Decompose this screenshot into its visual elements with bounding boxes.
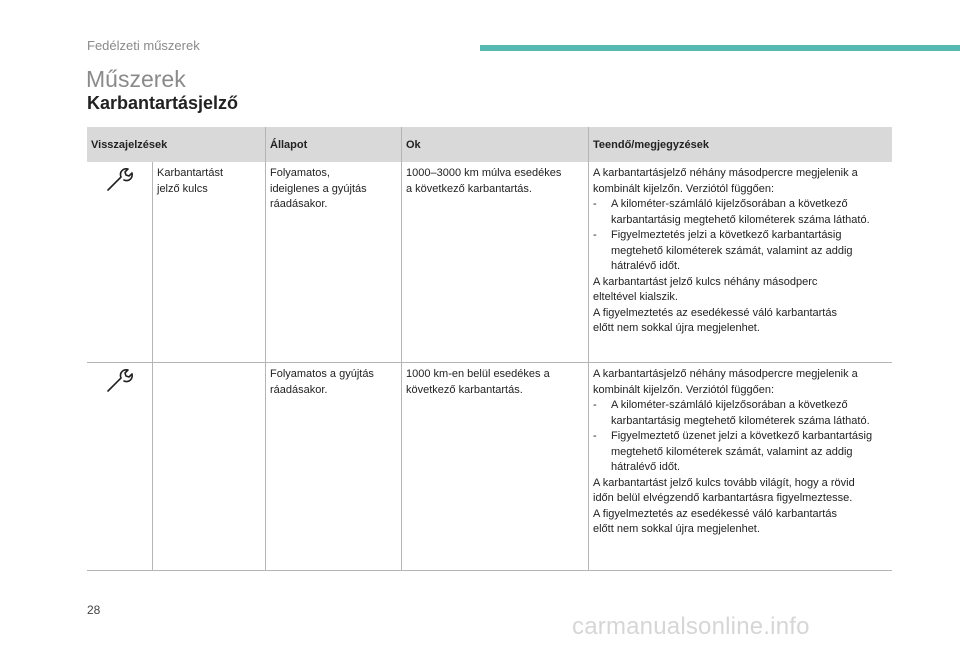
state-text-line: ráadásakor. [270,198,328,210]
note-line: elteltével kialszik. [593,291,678,303]
bullet-dash: - [593,229,597,241]
actions-notes [589,363,893,571]
column-header-indicators: Visszajelzések [87,127,266,162]
bullet-text: Figyelmeztetés jelzi a következő karbantartásig megtehető kilométerek számát, valamint az addig hátralévő időt. [611,229,853,272]
bullet-text: A kilométer-számláló kijelzősorában a következő karbantartásig megtehető kilométerek száma látható. [611,399,870,427]
reason-text-line: a következő karbantartás. [406,182,532,195]
bullet-text: A kilométer-számláló kijelzősorában a következő karbantartásig megtehető kilométerek száma látható. [611,198,870,226]
note-line: kombinált kijelzőn. Verziótól függően: [593,182,774,195]
note-line: kombinált kijelzőn. Verziótól függően: [593,383,774,396]
state-text-line: Folyamatos, [270,167,330,179]
indicator-label [153,363,266,571]
state-text-line: ideiglenes a gyújtás [270,182,367,195]
bullet-text: Figyelmeztető üzenet jelzi a következő karbantartásig megtehető kilométerek számát, valamint az addig hátralévő időt. [611,430,873,473]
reason-text [402,162,589,363]
table-header-row [87,127,892,162]
reason-text-line: következő karbantartás. [406,383,523,396]
reason-text-line: 1000 km-en belül esedékes a [406,368,550,380]
note-line: A figyelmeztetés az esedékessé váló karbantartás [593,507,837,520]
state-text [266,363,402,571]
watermark: carmanualsonline.info [572,613,810,640]
bullet-dash: - [593,198,597,210]
note-bullet-item [593,197,888,228]
header-accent-bar [480,45,960,51]
note-line: A figyelmeztetés az esedékessé váló karbantartás [593,306,837,319]
note-line: előtt nem sokkal újra megjelenhet. [593,322,760,334]
note-bullet-item [593,228,888,275]
indicator-label-line: Karbantartást [157,167,224,179]
state-text [266,162,402,363]
indicator-label [153,162,266,363]
note-line: időn belül elvégzendő karbantartásra figyelmeztesse. [593,492,853,504]
column-header-state: Állapot [266,127,402,162]
warning-lights-table [87,127,892,571]
note-bullet-item [593,398,888,429]
page-subtitle: Karbantartásjelző [87,93,239,113]
page-title: Műszerek [86,66,186,92]
indicator-icon-cell [87,162,153,363]
wrench-icon [105,388,135,400]
section-header: Fedélzeti műszerek [87,38,200,53]
table-row [87,162,892,363]
wrench-icon [105,187,135,199]
note-line: A karbantartást jelző kulcs néhány másodperc [593,275,818,288]
indicator-label-line: jelző kulcs [157,182,208,195]
reason-text-line: 1000–3000 km múlva esedékes [406,167,562,179]
column-header-actions: Teendő/megjegyzések [589,127,893,162]
state-text-line: ráadásakor. [270,383,328,396]
bullet-dash: - [593,399,597,411]
indicator-icon-cell [87,363,153,571]
reason-text [402,363,589,571]
page-number: 28 [87,603,101,617]
bullet-dash: - [593,430,597,442]
table-row [87,363,892,571]
note-line: A karbantartásjelző néhány másodpercre megjelenik a [593,167,858,179]
state-text-line: Folyamatos a gyújtás [270,368,374,380]
note-bullet-item [593,429,888,476]
note-line: előtt nem sokkal újra megjelenhet. [593,523,760,535]
note-line: A karbantartásjelző néhány másodpercre megjelenik a [593,368,858,380]
actions-notes [589,162,893,363]
column-header-reason: Ok [402,127,589,162]
note-line: A karbantartást jelző kulcs tovább világít, hogy a rövid [593,476,855,489]
